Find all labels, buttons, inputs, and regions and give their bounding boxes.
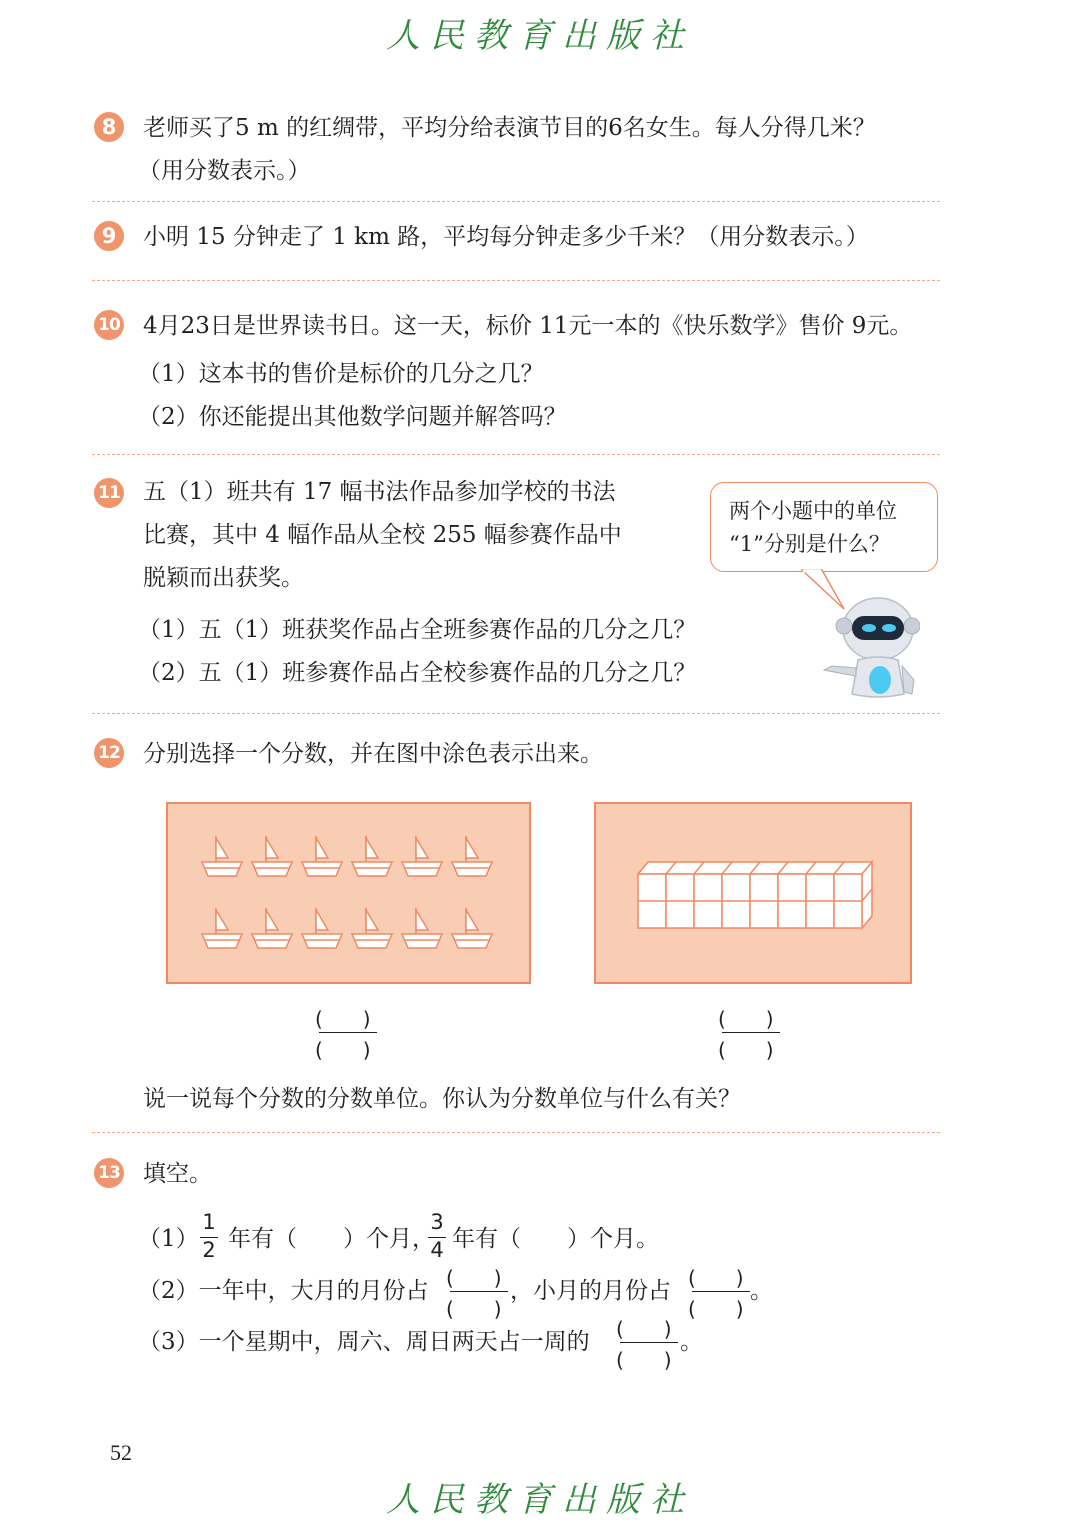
fraction-blank-big-months[interactable]	[446, 1262, 516, 1320]
q13-s3-text2: 。	[680, 1329, 703, 1355]
question-number-10: 10	[94, 310, 124, 340]
q12-discussion: 说一说每个分数的分数单位。你认为分数单位与什么有关？	[143, 1086, 741, 1112]
question-number-13: 13	[94, 1158, 124, 1188]
fraction-blank-left[interactable]	[315, 1003, 385, 1061]
fraction-bar	[450, 1291, 508, 1292]
fraction-bar	[620, 1342, 678, 1343]
cuboid-figure	[596, 804, 910, 982]
q13-s1-label: （1）	[138, 1226, 199, 1252]
numerator-blank[interactable]: ( )	[446, 1266, 502, 1290]
divider	[92, 201, 940, 202]
q13-title: 填空。	[143, 1161, 212, 1187]
boat-icon[interactable]	[452, 836, 492, 876]
boat-icon[interactable]	[352, 836, 392, 876]
boat-icon[interactable]	[452, 908, 492, 948]
bubble-text-line1: 两个小题中的单位	[729, 499, 897, 523]
q11-text-line3: 脱颖而出获奖。	[143, 565, 304, 591]
denominator-blank[interactable]: ( )	[718, 1038, 774, 1062]
fraction-bar	[722, 1032, 780, 1033]
q11-sub1: （1）五（1）班获奖作品占全班参赛作品的几分之几？	[138, 617, 697, 643]
fraction-one-half	[198, 1210, 220, 1266]
denominator-blank[interactable]: ( )	[315, 1038, 371, 1062]
boat-icon[interactable]	[252, 836, 292, 876]
publisher-watermark-top: 人民教育出版社	[386, 16, 694, 56]
question-number-11: 11	[94, 478, 124, 508]
boat-icon[interactable]	[302, 908, 342, 948]
numerator-blank[interactable]: ( )	[688, 1266, 744, 1290]
page-number: 52	[110, 1440, 132, 1465]
denominator-blank[interactable]: ( )	[446, 1297, 502, 1321]
boat-icon[interactable]	[252, 908, 292, 948]
numerator-blank[interactable]: ( )	[315, 1007, 371, 1031]
fraction-blank-right[interactable]	[718, 1003, 788, 1061]
question-number-8: 8	[94, 112, 124, 142]
bubble-text-line2: “1”分别是什么？	[729, 532, 890, 556]
q10-sub2: （2）你还能提出其他数学问题并解答吗？	[138, 404, 567, 430]
boats-figure	[168, 804, 529, 982]
q10-sub1: （1）这本书的售价是标价的几分之几？	[138, 361, 544, 387]
q13-s1-text1[interactable]: 年有（ ）个月，	[228, 1226, 435, 1252]
fraction-blank-weekend[interactable]	[616, 1313, 686, 1371]
question-number-9: 9	[94, 221, 124, 251]
robot-mascot-icon	[820, 596, 920, 700]
divider	[92, 1132, 940, 1133]
numerator-blank[interactable]: ( )	[718, 1007, 774, 1031]
fraction-denominator: 2	[202, 1238, 216, 1262]
q9-text-line1: 小明 15 分钟走了 1 km 路，平均每分钟走多少千米？（用分数表示。）	[143, 224, 869, 250]
boats-panel	[166, 802, 531, 984]
speech-bubble	[710, 482, 938, 572]
fraction-three-quarters	[426, 1210, 448, 1266]
denominator-blank[interactable]: ( )	[616, 1348, 672, 1372]
fraction-bar	[319, 1032, 377, 1033]
boat-icon[interactable]	[352, 908, 392, 948]
fraction-bar	[692, 1291, 750, 1292]
question-number-12: 12	[94, 738, 124, 768]
fraction-blank-small-months[interactable]	[688, 1262, 758, 1320]
divider	[92, 280, 940, 281]
denominator-blank[interactable]: ( )	[688, 1297, 744, 1321]
fraction-numerator: 1	[202, 1210, 216, 1234]
fraction-numerator: 3	[430, 1210, 444, 1234]
boat-icon[interactable]	[402, 908, 442, 948]
publisher-watermark-bottom: 人民教育出版社	[386, 1480, 694, 1520]
numerator-blank[interactable]: ( )	[616, 1317, 672, 1341]
q11-text-line2: 比赛，其中 4 幅作品从全校 255 幅参赛作品中	[143, 522, 622, 548]
q8-text-line1: 老师买了5 m 的红绸带，平均分给表演节目的6名女生。每人分得几米？	[143, 115, 876, 141]
q11-text-line1: 五（1）班共有 17 幅书法作品参加学校的书法	[143, 479, 616, 505]
q8-text-line2: （用分数表示。）	[138, 158, 311, 184]
q13-s2-text1: （2）一年中，大月的月份占	[138, 1278, 429, 1304]
q13-s1-text2[interactable]: 年有（ ）个月。	[452, 1226, 659, 1252]
boat-icon[interactable]	[302, 836, 342, 876]
q13-s3-text1: （3）一个星期中，周六、周日两天占一周的	[138, 1329, 590, 1355]
q11-sub2: （2）五（1）班参赛作品占全校参赛作品的几分之几？	[138, 660, 697, 686]
q10-text-line1: 4月23日是世界读书日。这一天，标价 11元一本的《快乐数学》售价 9元。	[143, 313, 913, 339]
boat-icon[interactable]	[202, 836, 242, 876]
fraction-denominator: 4	[430, 1238, 444, 1262]
q12-text-line1: 分别选择一个分数，并在图中涂色表示出来。	[143, 741, 603, 767]
q13-s2-text2: ，小月的月份占	[510, 1278, 671, 1304]
q13-s2-text3: 。	[750, 1278, 773, 1304]
cubes-panel	[594, 802, 912, 984]
divider	[92, 454, 940, 455]
boat-icon[interactable]	[402, 836, 442, 876]
divider	[92, 713, 940, 714]
boat-icon[interactable]	[202, 908, 242, 948]
